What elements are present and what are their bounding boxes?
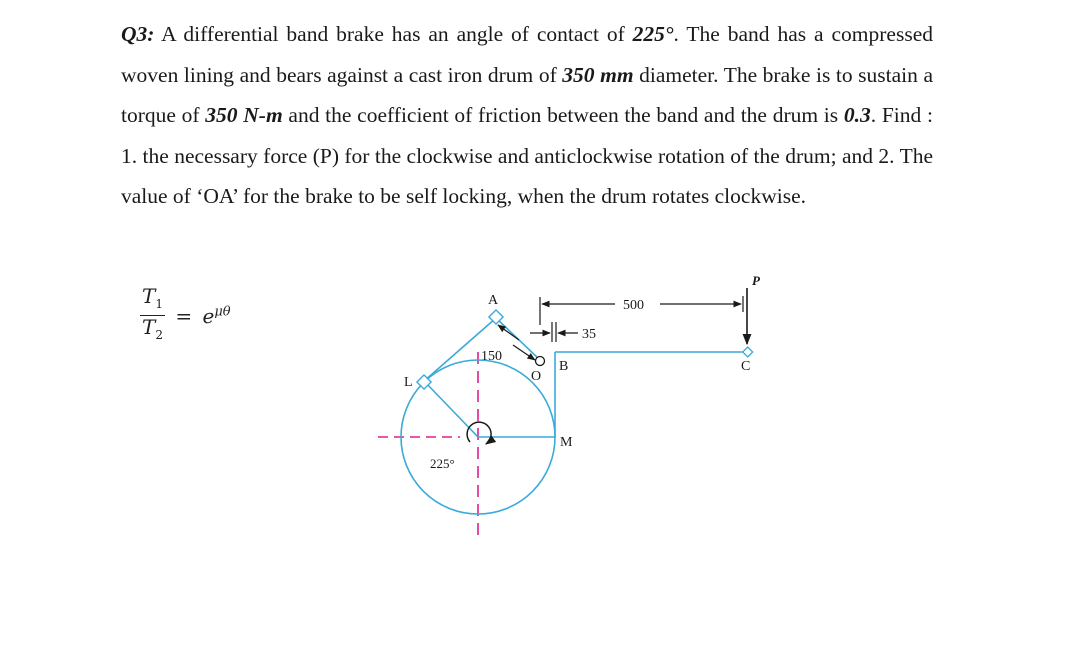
equals-sign: = <box>175 303 193 328</box>
label-L: L <box>404 375 413 390</box>
dimension-150-label: 150 <box>481 349 502 364</box>
torque-value: 350 N-m <box>205 103 283 127</box>
drum-radius-line <box>425 382 478 437</box>
question-segment-5: . Find : 1. the necessary force (P) for the clockwise and anticlockwise rotation of the drum; and 2. The value of ‘OA’ for the brake to be self locking, when the drum rotates clockwise. <box>121 103 933 208</box>
dim-150-arrow-upper <box>498 325 519 340</box>
numerator-subscript: 1 <box>155 297 163 311</box>
label-O: O <box>531 369 542 384</box>
denominator-subscript: 2 <box>155 328 163 342</box>
question-segment-2: . The band has a compressed woven lining and bears against a cast iron drum of <box>121 22 933 87</box>
dimension-35-label: 35 <box>582 327 596 342</box>
angle-225-label: 225° <box>430 456 455 471</box>
exponential-base: e <box>202 303 215 328</box>
dimension-150 <box>498 325 535 360</box>
label-P: P <box>752 273 760 288</box>
denominator-symbol: T <box>142 315 156 339</box>
label-C: C <box>741 359 751 374</box>
contact-angle-value: 225° <box>632 22 674 46</box>
label-B: B <box>559 359 569 374</box>
question-segment-3: diameter. The brake is to sustain a torque of <box>121 62 933 127</box>
exponential-exponent: μθ <box>214 303 231 319</box>
pivot-O-marker <box>536 357 545 366</box>
numerator-symbol: T <box>142 284 156 308</box>
dimension-500-label: 500 <box>623 298 644 313</box>
drum-diameter-value: 350 mm <box>562 62 634 87</box>
dimension-35 <box>530 322 578 342</box>
label-M: M <box>560 435 573 450</box>
contact-angle-arc <box>467 422 491 444</box>
question-segment-4: and the coefficient of friction between the band and the drum is <box>282 103 844 127</box>
label-A: A <box>488 293 499 308</box>
friction-coefficient-value: 0.3 <box>843 103 871 127</box>
joint-C-marker <box>743 347 753 357</box>
question-label: Q3: <box>121 22 155 46</box>
question-segment-1: A differential band brake has an angle of contact of <box>154 22 633 46</box>
